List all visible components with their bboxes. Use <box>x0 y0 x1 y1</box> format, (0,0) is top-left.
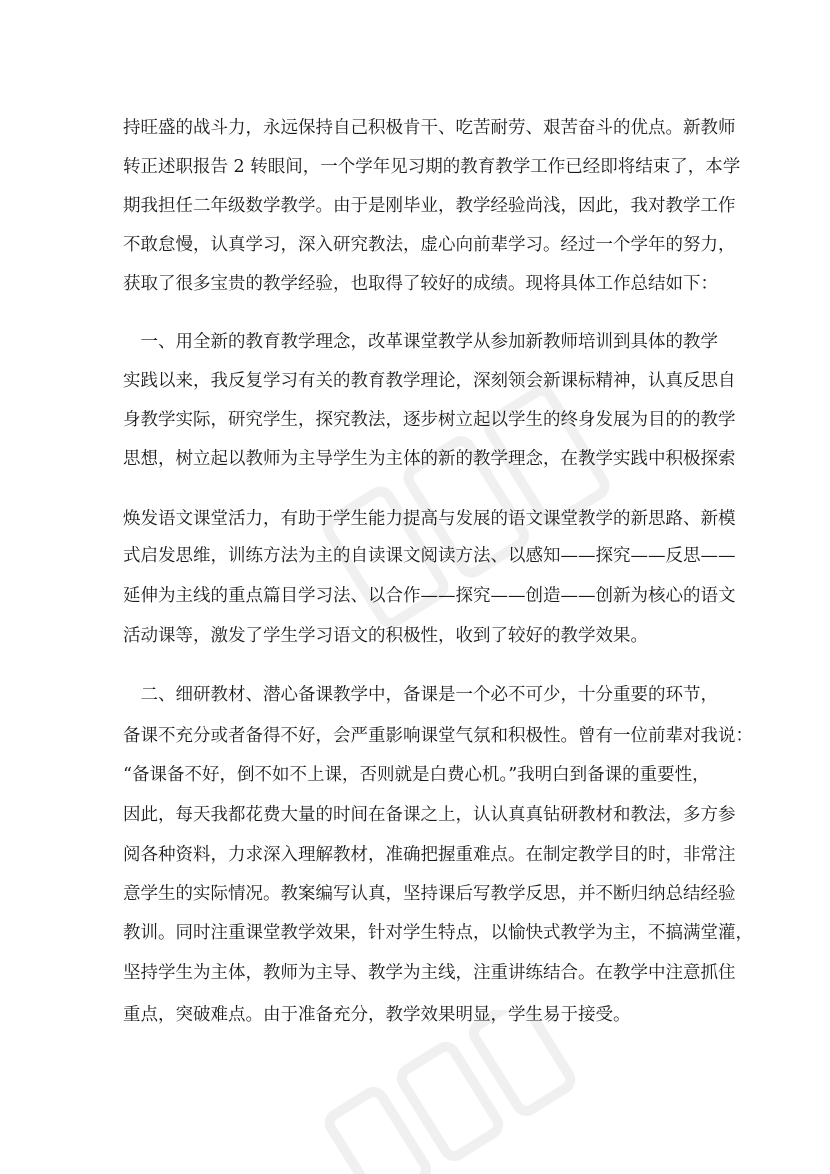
text-line: 阅各种资料，力求深入理解教材，准确把握重难点。在制定教学目的时，非常注 <box>123 845 736 865</box>
text-line: 思想，树立起以教师为主导学生为主体的新的教学理念，在教学实践中积极探索 <box>123 449 736 469</box>
text-line: 焕发语文课堂活力，有助于学生能力提高与发展的语文课堂教学的新思路、新模 <box>123 509 736 529</box>
text-line: 不敢怠慢，认真学习，深入研究教法，虚心向前辈学习。经过一个学年的努力， <box>123 235 736 255</box>
text-line: 因此，每天我都花费大量的时间在备课之上，认认真真钻研教材和教法，多方参 <box>123 805 736 825</box>
text-line: “备课备不好，倒不如不上课，否则就是白费心机。”我明白到备课的重要性， <box>123 765 710 785</box>
text-line: 活动课等，激发了学生学习语文的积极性，收到了较好的教学效果。 <box>123 626 648 646</box>
text-line: 延伸为主线的重点篇目学习法、以合作——探究——创造——创新为核心的语文 <box>123 586 736 606</box>
text-line: 备课不充分或者备得不好，会严重影响课堂气氛和积极性。曾有一位前辈对我说： <box>123 726 753 746</box>
text-line: 式启发思维，训练方法为主的自读课文阅读方法、以感知——探究——反思—— <box>123 546 736 566</box>
watermark-icon <box>300 1010 600 1174</box>
text-line: 教训。同时注重课堂教学效果，针对学生特点，以愉快式教学为主，不搞满堂灌， <box>123 923 753 943</box>
text-line: 身教学实际，研究学生，探究教法，逐步树立起以学生的终身发展为目的的教学 <box>123 410 736 430</box>
text-line: 坚持学生为主体，教师为主导、教学为主线，注重讲练结合。在教学中注意抓住 <box>123 963 736 983</box>
text-line: 获取了很多宝贵的教学经验，也取得了较好的成绩。现将具体工作总结如下： <box>123 274 718 294</box>
text-line: 一、用全新的教育教学理念，改革课堂教学从参加新教师培训到具体的教学 <box>123 332 718 352</box>
text-line: 重点，突破难点。由于准备充分，教学效果明显，学生易于接受。 <box>123 1005 631 1025</box>
text-line: 实践以来，我反复学习有关的教育教学理论，深刻领会新课标精神，认真反思自 <box>123 371 736 391</box>
text-line: 转正述职报告 2 转眼间，一个学年见习期的教育教学工作已经即将结束了，本学 <box>123 157 741 177</box>
text-line: 期我担任二年级数学教学。由于是刚毕业，教学经验尚浅，因此，我对教学工作 <box>123 196 736 216</box>
text-line: 持旺盛的战斗力，永远保持自己积极肯干、吃苦耐劳、艰苦奋斗的优点。新教师 <box>123 118 736 138</box>
text-line: 意学生的实际情况。教案编写认真，坚持课后写教学反思，并不断归纳总结经验 <box>123 884 736 904</box>
text-line: 二、细研教材、潜心备课教学中，备课是一个必不可少，十分重要的环节， <box>123 685 718 705</box>
